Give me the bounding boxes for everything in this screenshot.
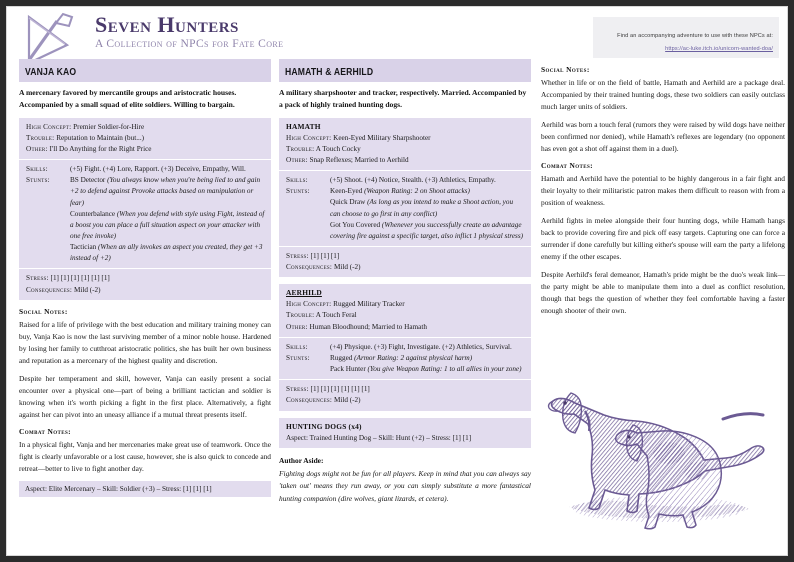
stress-label: Stress:	[286, 252, 309, 260]
stunt-name: Rugged	[330, 353, 353, 362]
author-aside-paragraph: Fighting dogs might not be fun for all players. Keep in mind that you can always say 'taken out' means they run away, or you can simply substitute a more fantastical hunting companion (dire wolves, giant lizards, et cetera).	[279, 468, 531, 503]
npc-name-banner-vanja	[19, 59, 271, 82]
statblock-name-aerhild: AERHILD	[286, 288, 322, 298]
aspects-group-hamath	[279, 118, 531, 171]
author-aside-heading: Author Aside:	[279, 455, 324, 465]
consequences-row	[286, 262, 525, 273]
consequences-label: Consequences:	[26, 285, 73, 294]
skills-value: (+4) Physique. (+3) Fight, Investigate. (+2) Athletics, Survival.	[330, 342, 512, 351]
combat-notes-paragraph: Hamath and Aerhild have the potential to be highly dangerous in a fair fight and their loyalty to their militaristic patron makes them difficult to reason with from a position of weakness.	[541, 173, 785, 207]
stunt-value	[330, 220, 525, 242]
statblock-hamath	[279, 118, 531, 278]
stunt-text: (You give Weapon Rating: 1 to all allies in your zone)	[367, 365, 522, 374]
column-notes	[541, 59, 785, 323]
page-subtitle: A Collection of NPCs for Fate Core	[95, 38, 284, 51]
high-concept-label: High Concept:	[26, 122, 72, 131]
trouble-label: Trouble:	[286, 311, 315, 320]
social-notes-paragraph: Raised for a life of privilege with the best education and military training money can buy, Vanja Kao is now the last surviving member of a minor noble house. Hardened by losing her family to cutthroat aristocratic politics, she has built her own business and reputation as a mercenary of the highest quality and discretion.	[19, 319, 271, 365]
social-notes-paragraph: Despite her temperament and skill, however, Vanja can easily present a social encounter over a physical one—part of being a brilliant tactician and soldier is knowing when it's worth picking a fight in the first place. Alternatively, a fight against her can pivot into an uneasy alliance if a mutual threat presents itself.	[19, 373, 271, 419]
trouble-value: Reputation to Maintain (but...)	[56, 133, 145, 142]
high-concept-row	[286, 133, 525, 144]
social-notes-heading: Social Notes:	[19, 306, 68, 316]
stress-label: Stress:	[286, 385, 309, 394]
document-page	[6, 6, 788, 556]
npc-name-hamath-aerhild: HAMATH & AERHILD	[285, 66, 374, 78]
skills-stunts-group-vanja	[19, 160, 271, 269]
skills-row	[26, 164, 265, 175]
stunt-name: Tactician	[70, 243, 97, 252]
stunt-value	[330, 353, 525, 364]
statblock-name-hamath: HAMATH	[286, 121, 321, 131]
stunt-text: (You always know when you're being lied to and gain +2 to defend against Provoke attacks based on manipulation or fear)	[70, 176, 261, 207]
npc-name-banner-hamath-aerhild	[279, 59, 531, 82]
stunts-label: Stunts:	[286, 353, 310, 362]
stunt-name: Got You Covered	[330, 220, 381, 229]
skills-label: Skills:	[286, 176, 308, 185]
stunt-name: BS Detector	[70, 176, 106, 185]
other-row	[286, 322, 525, 333]
adventure-link[interactable]: https://ac-luke.itch.io/unicorn-wanted-doa/	[665, 46, 773, 53]
consequences-value: Mild (-2)	[73, 285, 101, 294]
other-value: Snap Reflexes; Married to Aerhild	[309, 155, 409, 164]
stunt-row	[286, 353, 525, 364]
trouble-row	[26, 133, 265, 144]
skills-row	[286, 175, 525, 186]
stunt-row	[286, 186, 525, 197]
minion-statline-vanja: Aspect: Elite Mercenary – Skill: Soldier (+3) – Stress: [1] [1] [1]	[19, 481, 271, 498]
npc-lede-hamath-aerhild: A military sharpshooter and tracker, respectively. Married. Accompanied by a pack of highly trained hunting dogs.	[279, 88, 527, 110]
stunt-value	[70, 209, 265, 242]
consequences-label: Consequences:	[286, 396, 333, 405]
stunt-row	[286, 364, 525, 375]
stunt-value	[70, 242, 265, 264]
stunt-value	[330, 186, 525, 197]
consequences-row	[26, 285, 265, 296]
skills-stunts-group-aerhild	[279, 338, 531, 380]
stunt-row	[26, 209, 265, 242]
stress-group-aerhild	[279, 380, 531, 410]
skills-value: (+5) Shoot. (+4) Notice, Stealth. (+3) Athletics, Empathy.	[330, 176, 496, 185]
content-columns	[7, 59, 787, 555]
skills-value: (+5) Fight. (+4) Lore, Rapport. (+3) Deceive, Empathy, Will.	[70, 165, 246, 174]
social-notes-heading: Social Notes:	[541, 65, 590, 74]
other-row	[286, 155, 525, 166]
combat-notes-paragraph: In a physical fight, Vanja and her mercenaries make great use of teamwork. Once the fight is clearly unfavorable or a lost cause, however, she is also quick to concede and retreat—better to live to fight another day.	[19, 439, 271, 473]
social-notes-paragraph: Whether in life or on the field of battle, Hamath and Aerhild are a package deal. Accompanied by their trained hunting dogs, these two soldiers can easily outclass much larger units of soldiers.	[541, 78, 785, 111]
stunts-label: Stunts:	[26, 176, 50, 185]
stunt-name: Counterbalance	[70, 209, 116, 218]
consequences-label: Consequences:	[286, 263, 333, 272]
skills-label: Skills:	[286, 342, 308, 351]
other-row	[26, 144, 265, 155]
adventure-note-box	[593, 17, 779, 58]
stunt-row	[286, 197, 525, 219]
stunts-label: Stunts:	[286, 187, 310, 196]
stress-row	[286, 384, 525, 395]
aspects-group-aerhild	[279, 284, 531, 337]
trouble-label: Trouble:	[26, 133, 55, 142]
stress-value: [1] [1] [1]	[310, 252, 340, 260]
aspects-group-vanja	[19, 118, 271, 160]
page-title: Seven Hunters	[95, 12, 239, 37]
brand-title-block	[95, 13, 283, 50]
trouble-row	[286, 144, 525, 155]
skills-label: Skills:	[26, 165, 48, 174]
stress-value: [1] [1] [1] [1] [1] [1]	[50, 274, 110, 283]
stress-row	[26, 273, 265, 284]
stunt-value	[330, 364, 525, 375]
other-label: Other:	[286, 155, 308, 164]
column-vanja	[19, 59, 271, 497]
social-notes-paragraph: Aerhild was born a touch feral (rumors they were raised by wild dogs have neither been confirmed nor denied), while Hamath's reflexes are legendary (no opponent has even got a shot off against them in a duel).	[541, 119, 785, 153]
skills-row	[286, 342, 525, 353]
stress-row	[286, 251, 525, 262]
other-value: I'll Do Anything for the Right Price	[49, 144, 152, 153]
stress-group-hamath	[279, 247, 531, 277]
npc-name-vanja: VANJA KAO	[25, 66, 77, 78]
stunt-row	[26, 242, 265, 264]
high-concept-row	[26, 122, 265, 133]
trouble-value: A Touch Cocky	[315, 144, 361, 153]
stunt-name: Pack Hunter	[330, 365, 366, 374]
other-value: Human Bloodhound; Married to Hamath	[309, 322, 427, 331]
high-concept-row	[286, 299, 525, 310]
combat-notes-heading: Combat Notes:	[541, 160, 594, 170]
bow-and-arrow-icon	[23, 11, 79, 65]
high-concept-value: Rugged Military Tracker	[333, 300, 405, 309]
stunt-value	[330, 197, 525, 219]
other-label: Other:	[26, 144, 48, 153]
stunt-text: (When you defend with style using Fight, instead of a boost you can place a full situation aspect on your attacker with one free invoke)	[70, 209, 265, 240]
stunt-text: (Whenever you successfully create an advantage covering fire against a specific target, also inflict 1 physical stress)	[330, 220, 524, 240]
trouble-label: Trouble:	[286, 144, 315, 153]
npc-lede-vanja: A mercenary favored by mercantile groups and aristocratic houses. Accompanied by a small squad of elite soldiers. Willing to bargain.	[19, 88, 237, 110]
statblock-hunting-dogs	[279, 418, 531, 448]
stunt-name: Keen-Eyed	[330, 187, 363, 196]
statblock-vanja	[19, 118, 271, 300]
statblock-name-hunting-dogs: HUNTING DOGS (x4)	[286, 421, 362, 431]
column-hamath-aerhild	[279, 59, 531, 505]
stunt-value	[70, 175, 265, 208]
hunting-dogs-group	[279, 418, 531, 448]
stress-label: Stress:	[26, 274, 49, 283]
hunting-dogs-statline: Aspect: Trained Hunting Dog – Skill: Hunt (+2) – Stress: [1] [1]	[286, 433, 472, 442]
stunt-text: (When an ally invokes an aspect you created, they get +3 instead of +2)	[70, 243, 263, 263]
hunting-dogs-illustration	[541, 367, 785, 549]
stunt-row	[286, 220, 525, 242]
stress-group-vanja	[19, 269, 271, 299]
stunt-row	[26, 175, 265, 208]
other-label: Other:	[286, 322, 308, 331]
stunt-text: (As long as you intend to make a Shoot action, you can choose to go first in any conflict)	[330, 198, 514, 218]
stunt-text: (Armor Rating: 2 against physical harm)	[354, 353, 473, 362]
high-concept-label: High Concept:	[286, 133, 332, 142]
adventure-note-text: Find an accompanying adventure to use with these NPCs at:	[617, 33, 773, 39]
trouble-row	[286, 310, 525, 321]
consequences-value: Mild (-2)	[333, 263, 361, 272]
consequences-value: Mild (-2)	[333, 396, 361, 405]
masthead	[7, 7, 787, 59]
trouble-value: A Touch Feral	[315, 311, 357, 320]
statblock-aerhild	[279, 284, 531, 410]
high-concept-value: Premier Soldier-for-Hire	[73, 122, 145, 131]
combat-notes-heading: Combat Notes:	[19, 426, 72, 436]
stress-value: [1] [1] [1] [1] [1] [1]	[310, 385, 370, 394]
stunt-name: Quick Draw	[330, 198, 366, 207]
stunt-text: (Weapon Rating: 2 on Shoot attacks)	[364, 187, 470, 196]
skills-stunts-group-hamath	[279, 171, 531, 247]
high-concept-value: Keen-Eyed Military Sharpshooter	[333, 133, 431, 142]
combat-notes-paragraph: Aerhild fights in melee alongside their four hunting dogs, while Hamath hangs back to provide covering fire and pick off easy targets. Capturing one can force a surrender if done carefully but killing either's spouse will earn the party a lifelong enemy if the other escapes.	[541, 215, 785, 261]
consequences-row	[286, 395, 525, 406]
high-concept-label: High Concept:	[286, 300, 332, 309]
combat-notes-paragraph: Despite Aerhild's feral demeanor, Hamath's pride might be the duo's weak link—the party might be able to manipulate them into a duel as conflict resolution, though that begs the question of whether they feel comfortable having a faster enough shooter of their own.	[541, 269, 785, 315]
